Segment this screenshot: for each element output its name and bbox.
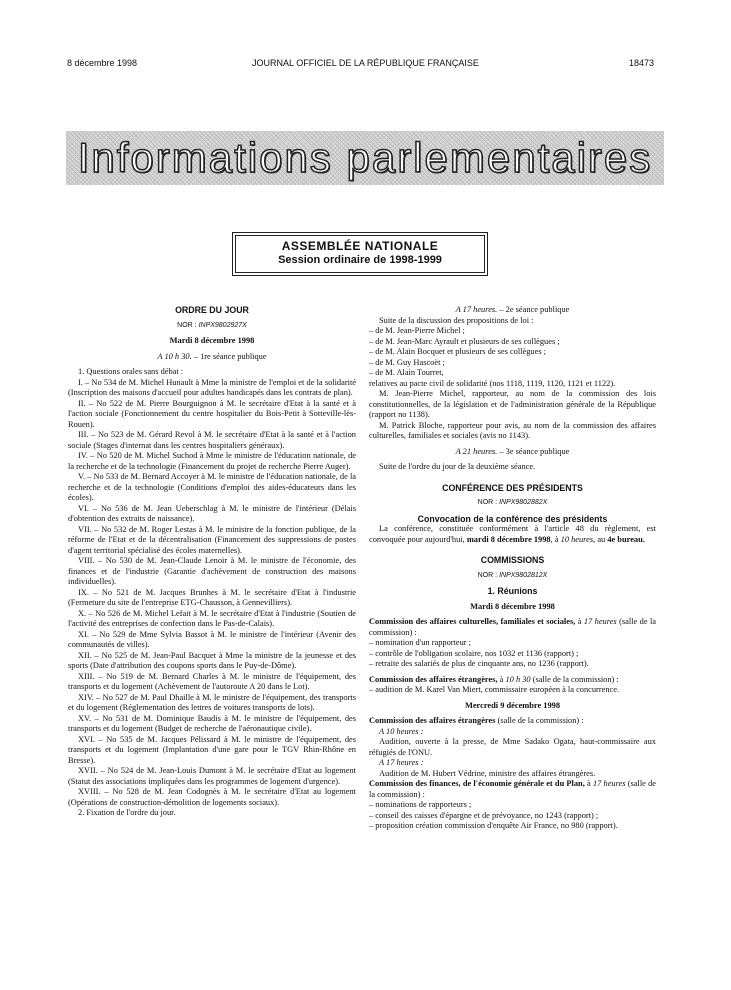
page-number: 18473 bbox=[628, 58, 654, 68]
question-item: XI. – No 529 de Mme Sylvia Bassot à M. le ministre de l'intérieur (Avenir des communautés de villes). bbox=[68, 629, 356, 649]
relatives-text: relatives au pacte civil de solidarité (nos 1118, 1119, 1120, 1121 et 1122). bbox=[369, 378, 616, 388]
seance-3: A 21 heures. – 3e séance publique bbox=[455, 446, 570, 456]
conference-text: La conférence, constituée conformément à l'article 48 du règlement, est convoquée pour aujourd'hui, mardi 8 décembre 1998, à 10 heures, au 4e bureau. bbox=[369, 524, 656, 544]
proposition-item: – de M. Jean-Pierre Michel ; bbox=[369, 326, 465, 335]
header-date: 8 décembre 1998 bbox=[67, 58, 138, 68]
date-mardi: Mardi 8 décembre 1998 bbox=[470, 601, 555, 611]
question-item: XVIII. – No 528 de M. Jean Codognès à M. le secrétaire d'Etat au logement (Opérations de construction-démolition de logements sociaux). bbox=[68, 787, 356, 807]
question-item: XII. – No 525 de M. Jean-Paul Bacquet à Mme la ministre de la jeunesse et des sports (Date d'attribution des coupons sports dans le Puy-de-Dôme). bbox=[68, 650, 356, 670]
agenda-item: – contrôle de l'obligation scolaire, nos 1032 et 1136 (rapport) ; bbox=[369, 648, 579, 658]
commission-culture-items bbox=[369, 638, 656, 670]
question-item: XVI. – No 535 de M. Jacques Pélissard à M. le ministre de l'équipement, des transports et du logement (Implantation d'une gare pour le TGV Rhin-Rhône en Bresse). bbox=[68, 734, 356, 765]
seance-2: A 17 heures. – 2e séance publique bbox=[455, 305, 570, 314]
question-item: V. – No 533 de M. Bernard Accoyer à M. le ministre de l'éducation nationale, de la recherche et de la technologie (Conditions d'emploi des aides-éducateurs dans les écoles). bbox=[68, 472, 356, 502]
agenda-item: – proposition création commission d'enquête Air France, no 980 (rapport). bbox=[369, 821, 618, 830]
agenda-item: – conseil des caisses d'épargne et de prévoyance, no 1243 (rapport) ; bbox=[369, 810, 599, 820]
conference-heading: CONFÉRENCE DES PRÉSIDENTS bbox=[442, 482, 583, 493]
ordre-heading: ORDRE DU JOUR bbox=[175, 305, 249, 315]
proposition-item: – de M. Alain Tourret, bbox=[369, 368, 444, 377]
agenda-item: – retraite des salariés de plus de cinquante ans, no 1236 (rapport). bbox=[369, 659, 589, 668]
question-item: II. – No 522 de M. Pierre Bourguignon à M. le secrétaire d'Etat à la santé et à l'action sociale (Fonctionnement du centre hospitalier du Bois-Petit à Sotteville-lès-Rouen). bbox=[68, 398, 356, 429]
session-name: Session ordinaire de 1998-1999 bbox=[278, 254, 442, 266]
question-item: I. – No 534 de M. Michel Hunault à Mme la ministre de l'emploi et de la solidarité (Inscription des maisons d'accueil pour adultes handicapés dans les contrats de plan). bbox=[68, 377, 356, 397]
rapporteur-text: M. Jean-Pierre Michel, rapporteur, au nom de la commission des lois constitutionnelles, de la législation et de l'administration générale de la République (rapport no 1138). bbox=[369, 389, 656, 419]
banner-title: Informations parlementaires bbox=[77, 134, 653, 181]
commission-finances-items bbox=[369, 800, 656, 832]
question-item: XIII. – No 519 de M. Bernard Charles à M. le ministre de l'équipement, des transports et du logement (Achèvement de l'autoroute A 20 dans le Lot). bbox=[68, 671, 356, 691]
proposition-item: – de M. Jean-Marc Ayrault et plusieurs de ses collègues ; bbox=[369, 336, 560, 346]
reunions-title: 1. Réunions bbox=[487, 586, 538, 596]
question-item: X. – No 526 de M. Michel Lefait à M. le secrétaire d'Etat à l'industrie (Soutien de l'activité des entreprises de confection dans le Pas-de-Calais). bbox=[68, 608, 356, 628]
audition-ogata: Audition, ouverte à la presse, de Mme Sadako Ogata, haut-commissaire aux réfugiés de l'ONU. bbox=[369, 737, 656, 757]
question-item: VI. – No 536 de M. Jean Ueberschlag à M. le ministre de l'intérieur (Délais d'obtention des extraits de naissance). bbox=[68, 503, 356, 523]
nor-reference-2: NOR : INPX9802882X bbox=[477, 499, 548, 506]
agenda-item: – nomination d'un rapporteur ; bbox=[369, 638, 471, 647]
nor-reference-3: NOR : INPX9802812X bbox=[477, 571, 548, 579]
nor-reference: NOR : INPX9802927X bbox=[177, 321, 247, 329]
time-17h: A 17 heures : bbox=[379, 758, 424, 767]
question-item: XVII. – No 524 de M. Jean-Louis Dumont à M. le secrétaire d'Etat au logement (Statut des associations impliquées dans les programmes de logement d'urgence). bbox=[68, 766, 356, 786]
commission-finances: Commission des finances, de l'économie générale et du Plan, à 17 heures (salle de la commission) : bbox=[369, 779, 656, 799]
question-item: IX. – No 521 de M. Jacques Brunhes à M. le secrétaire d'Etat à l'industrie (Fermeture du site de l'entreprise ETG-Chausson, à Gennevilliers). bbox=[68, 587, 356, 607]
suite-discussion: Suite de la discussion des propositions de loi : bbox=[379, 315, 534, 325]
left-column bbox=[68, 305, 356, 819]
convocation-title: Convocation de la conférence des présidents bbox=[417, 513, 608, 524]
question-item: VIII. – No 530 de M. Jean-Claude Lenoir à M. le ministre de l'économie, des finances et de l'industrie (Garantie d'achèvement de construction des maisons individuelles). bbox=[68, 556, 356, 586]
agenda-item: – nominations de rapporteurs ; bbox=[369, 800, 472, 809]
date-mercredi: Mercredi 9 décembre 1998 bbox=[464, 700, 561, 710]
proposition-item: – de M. Alain Bocquet et plusieurs de ses collègues ; bbox=[369, 347, 547, 356]
journal-title: JOURNAL OFFICIEL DE LA RÉPUBLIQUE FRANÇAISE bbox=[252, 58, 479, 68]
commission-culture: Commission des affaires culturelles, familiales et sociales, à 17 heures (salle de la commission) : bbox=[369, 617, 656, 637]
seance-1: A 10 h 30. – 1re séance publique bbox=[157, 351, 267, 361]
avis-text: M. Patrick Bloche, rapporteur pour avis, au nom de la commission des affaires culturelles, familiales et sociales (avis no 1143). bbox=[369, 420, 656, 440]
question-item: IV. – No 520 de M. Michel Suchod à Mme le ministre de l'éducation nationale, de la recherche et de la technologie (Financement du projet de recherche Pierre Auger). bbox=[68, 451, 356, 471]
question-item: XV. – No 531 de M. Dominique Baudis à M. le ministre de l'équipement, des transports et du logement (Budget de recherche de l'aéronautique civile). bbox=[68, 713, 356, 733]
time-10h: A 10 heures : bbox=[379, 726, 424, 736]
question-item: XIV. – No 527 de M. Paul Dhaille à M. le ministre de l'équipement, des transports et du logement (Réglementation des lettres de voitures transports de lots). bbox=[68, 692, 356, 712]
question-item: VII. – No 532 de M. Roger Lestas à M. le ministre de la fonction publique, de la réforme de l'Etat et de la décentralisation (Financement des suppressions de postes d'agent territorial spécialisé des écoles maternelles). bbox=[68, 524, 356, 555]
session-date: Mardi 8 décembre 1998 bbox=[169, 336, 255, 345]
commission-etrangeres-items bbox=[369, 685, 656, 696]
audition-vedrine: Audition de M. Hubert Védrine, ministre des affaires étrangères. bbox=[379, 768, 596, 778]
agenda-item: – audition de M. Karel Van Miert, commissaire européen à la concurrence. bbox=[369, 685, 620, 694]
question-item: III. – No 523 de M. Gérard Revol à M. le secrétaire d'Etat à la santé et à l'action sociale (Stages d'internat dans les centres hospitaliers généraux). bbox=[68, 430, 356, 450]
title-banner bbox=[66, 131, 664, 185]
question-list bbox=[68, 378, 356, 809]
commission-etrangeres: Commission des affaires étrangères, à 10 h 30 (salle de la commission) : bbox=[369, 674, 619, 684]
commission-etrangeres-2: Commission des affaires étrangères (salle de la commission) : bbox=[369, 716, 584, 725]
assembly-box bbox=[232, 232, 488, 276]
propositions-list bbox=[369, 326, 656, 379]
assembly-name: ASSEMBLÉE NATIONALE bbox=[281, 239, 439, 253]
fixation: 2. Fixation de l'ordre du jour. bbox=[78, 808, 176, 817]
proposition-item: – de M. Guy Hascoët ; bbox=[369, 357, 445, 367]
right-column bbox=[369, 305, 656, 832]
questions-header: 1. Questions orales sans débat : bbox=[78, 367, 184, 376]
commissions-heading: COMMISSIONS bbox=[480, 555, 545, 565]
suite-odj: Suite de l'ordre du jour de la deuxième séance. bbox=[379, 462, 536, 471]
